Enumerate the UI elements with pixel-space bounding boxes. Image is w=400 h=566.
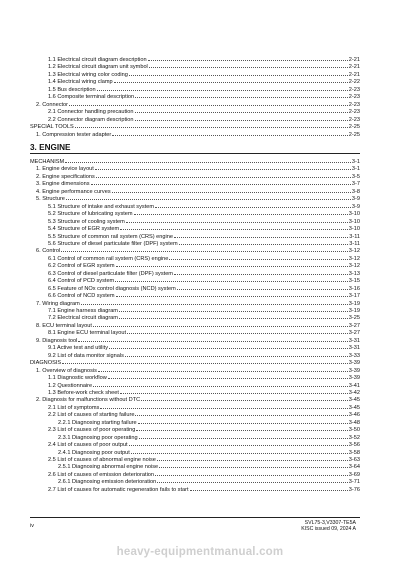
toc-entry [58,433,360,440]
chapter-rule [30,153,360,154]
toc-entry [36,366,360,373]
dot-leader [190,485,348,491]
toc-entry [48,351,360,358]
dot-leader [174,232,348,238]
toc-entry-label: 2. Engine specifications [36,173,95,180]
toc-entry-label: 9.2 List of data monitor signals [48,352,124,359]
toc-entry-page: 2-23 [348,109,360,116]
dot-leader [108,373,348,379]
toc-entry-page: 3-9 [351,196,360,203]
toc-entry-page: 3-76 [348,486,360,493]
toc-entry-label: 1.1 Diagnostic workflow [48,375,107,382]
toc-entry-label: 2.6.1 Diagnosing emission deterioration [58,479,157,486]
toc-entry-label: 5.2 Structure of lubricating system [48,211,133,218]
toc-entry-page: 2-21 [348,71,360,78]
dot-leader [155,202,351,208]
toc-entry-label: 6. Control [36,248,61,255]
dot-leader [65,157,351,163]
toc-entry-label: 2.4 List of causes of poor output [48,442,128,449]
toc-entry-page: 3-9 [351,203,360,210]
dot-leader [96,172,351,178]
watermark: heavy-equipmentmanual.com [116,546,284,558]
dot-leader [116,261,348,267]
toc-entry [58,418,360,425]
toc-entry-page: 3-5 [351,173,360,180]
toc-entry-label: 5.1 Structure of intake and exhaust system [48,203,155,210]
dot-leader [155,470,348,476]
toc-entry [36,164,360,171]
toc-entry [48,291,360,298]
toc-entry-label: 7.2 Electrical circuit diagram [48,315,118,322]
toc-entry [30,358,360,365]
dot-leader [112,130,348,136]
dot-leader [129,440,348,446]
toc-entry-label: 1.2 Questionnaire [48,382,93,389]
footer-doc-info [301,520,356,533]
dot-leader [126,217,348,223]
toc-entry-label: DIAGNOSIS [30,360,62,367]
toc-entry [48,232,360,239]
toc-entry-page: 3-63 [348,457,360,463]
toc-entry [48,328,360,335]
toc-entry-page: 3-19 [348,308,360,314]
toc-entry-page: 3-31 [348,345,360,352]
toc-entry-page: 3-58 [348,449,360,456]
toc-entry-label: 2.7 List of causes for automatic regeneration fails to start [48,486,189,493]
toc-entry-label: 1.2 Electrical circuit diagram unit symbol [48,64,148,71]
dot-leader [97,85,348,91]
toc-entry-page: 2-21 [348,64,360,71]
toc-entry-page: 2-23 [348,94,360,101]
toc-entry [30,157,360,164]
toc-entry-label: 3. Engine dimensions [36,181,90,188]
toc-entry [48,455,360,462]
toc-entry [48,403,360,410]
toc-entry-page: 3-11 [349,233,360,240]
toc-entry-label: 4. Engine performance curves [36,188,111,195]
toc-entry-page: 3-7 [351,181,360,188]
toc-entry-label: 2. Connector [36,101,69,108]
toc-entry-label: 1.4 Electrical wiring clamp [48,79,113,86]
toc-entry [48,381,360,388]
toc-entry-page: 3-10 [348,226,360,233]
toc-entry-label: 8.1 Engine ECU terminal layout [48,330,127,337]
toc-entry-page: 3-12 [348,248,360,255]
toc-entry-label: 2. Diagnosis for malfunctions without DTC [36,397,141,404]
toc-entry [48,269,360,276]
toc-entry [48,276,360,283]
toc-entry [36,172,360,179]
dot-leader [81,299,348,305]
toc-entry-label: 1. Overview of diagnosis [36,367,97,374]
toc-entry-page: 3-45 [348,404,360,411]
toc-entry-label: 5.3 Structure of cooling system [48,218,125,225]
dot-leader [136,425,347,431]
dot-leader [95,164,351,170]
toc-entry [48,77,360,84]
toc-entry-page: 3-11 [349,240,360,247]
toc-entry [48,55,360,62]
toc-entry [36,100,360,107]
toc-entry-label: 1.1 Electrical circuit diagram description [48,57,147,63]
toc-entry-page: 3-1 [351,159,360,165]
dot-leader [69,100,348,106]
dot-leader [177,284,348,290]
toc-entry-page: 3-52 [348,434,360,441]
toc-entry-label: 2.4.1 Diagnosing poor output [58,449,130,456]
dot-leader [62,358,348,364]
dot-leader [141,395,348,401]
dot-leader [127,328,348,334]
toc-entry-label: 5.4 Structure of EGR system [48,226,120,233]
dot-leader [98,366,348,372]
toc-entry [48,373,360,380]
toc-entry-label: 8. ECU terminal layout [36,322,92,329]
toc-entry-label: 1. Compression tester adapter [36,131,112,138]
toc-entry [30,122,360,129]
toc-entry-page: 3-33 [348,352,360,359]
toc-entry-page: 2-22 [348,79,360,86]
toc-entry-label: 6.3 Control of diesel particulate filter (DPF) system [48,270,173,277]
dot-leader [157,477,348,483]
dot-leader [131,448,348,454]
dot-leader [109,343,348,349]
toc-entry [36,321,360,328]
toc-entry [48,209,360,216]
dot-leader [78,336,347,342]
toc-entry-page: 3-1 [351,166,360,173]
toc-entry-label: 7. Wiring diagram [36,300,80,307]
toc-entry-label: 2.3 List of causes of poor operating [48,427,136,434]
toc-entry-page: 2-23 [348,86,360,93]
toc-entry-page: 3-12 [348,255,360,262]
toc-entry-page: 3-46 [348,412,360,419]
chapter-title: 3. ENGINE [30,143,71,152]
toc-entry-label: 9. Diagnosis tool [36,337,78,344]
toc-entry [36,336,360,343]
toc-entry [48,224,360,231]
toc-entry [36,299,360,306]
toc-entry-label: 6.4 Control of PCD system [48,278,115,285]
dot-leader [135,107,348,113]
dot-leader [148,55,348,61]
dot-leader [159,462,348,468]
toc-entry [48,343,360,350]
toc-entry-label: 2.6 List of causes of emission deterioration [48,471,155,478]
toc-entry-page: 3-12 [348,263,360,270]
toc-entry-label: 2.2 Connector diagram description [48,116,134,123]
toc-entry-label: 5.5 Structure of common rail system (CRS) engine [48,233,173,240]
toc-entry-page: 3-27 [348,322,360,329]
dot-leader [116,291,348,297]
dot-leader [169,254,347,260]
dot-leader [66,194,351,200]
toc-entry [36,395,360,402]
toc-entry-label: 2.5.1 Diagnosing abnormal engine noise [58,464,159,471]
dot-leader [91,179,351,185]
page-number: iv [30,523,34,529]
toc-entry [48,313,360,320]
toc-entry-page: 3-50 [348,427,360,434]
dot-leader [93,381,348,387]
dot-leader [149,62,348,68]
toc-entry-label: 7.1 Engine harness diagram [48,308,118,314]
toc-entry-label: 5.6 Structure of diesel particulate filter (DPF) system [48,240,178,247]
toc-entry-page: 2-25 [348,124,360,131]
toc-entry [48,425,360,432]
dot-leader [134,209,348,215]
toc-entry-page: 2-25 [348,131,360,138]
toc-entry-label: 2.1 List of symptoms [48,404,100,411]
toc-entry-label: 5. Structure [36,196,65,203]
toc-entry [48,284,360,291]
doc-code: SVL75-3,V3307-TE5A [304,520,356,526]
toc-entry [48,115,360,122]
toc-entry [48,410,360,417]
toc-entry-page: 3-48 [348,419,360,426]
dot-leader [93,321,348,327]
dot-leader [157,455,348,461]
toc-entry-label: 1. Engine device layout [36,166,94,173]
toc-entry-label: 1.3 Before-work check sheet [48,389,119,396]
toc-entry [36,179,360,186]
toc-entry [36,187,360,194]
toc-entry-label: 2.3.1 Diagnosing poor operating [58,434,138,441]
toc-entry-page: 3-13 [348,270,360,277]
toc-entry-label: SPECIAL TOOLS [30,124,74,131]
dot-leader [129,70,348,76]
toc-entry-label: 1.3 Electrical wiring color coding [48,71,128,78]
toc-entry-label: 6.2 Control of EGR system [48,263,115,270]
dot-leader [125,351,348,357]
toc-entry [48,254,360,261]
dot-leader [120,224,348,230]
toc-entry [48,217,360,224]
toc-entry-page: 2-21 [348,57,360,63]
toc-entry-page: 3-39 [348,367,360,374]
toc-entry [48,485,360,492]
toc-entry-page: 3-41 [348,382,360,389]
toc-entry-page: 3-15 [348,278,360,285]
dot-leader [119,306,348,312]
toc-entry [58,462,360,469]
toc-entry [48,440,360,447]
toc-entry-page: 3-39 [348,360,360,367]
toc-entry-label: 2.2 List of causes of starting failure [48,412,135,419]
toc-entry [48,70,360,77]
toc-entry [36,130,360,137]
dot-leader [120,388,348,394]
toc-entry-label: 9.1 Active test and utility [48,345,109,352]
dot-leader [119,313,348,319]
toc-entry [48,470,360,477]
toc-entry [58,448,360,455]
toc-entry-page: 3-25 [348,315,360,322]
toc-entry [48,388,360,395]
toc-entry-page: 3-10 [348,218,360,225]
toc-entry-page: 3-42 [348,389,360,396]
footer-rule [30,517,360,518]
dot-leader [174,269,348,275]
toc-entry-label: 2.5 List of causes of abnormal engine noise [48,457,156,463]
toc-entry-label: 2.1 Connector handling precaution [48,109,134,116]
toc-entry-page: 3-19 [348,300,360,307]
toc-entry-page: 2-23 [348,101,360,108]
toc-entry-page: 3-39 [348,375,360,382]
dot-leader [139,433,348,439]
toc-entry [48,62,360,69]
toc-entry [48,239,360,246]
toc-entry-page: 3-17 [348,293,360,300]
toc-entry [48,202,360,209]
toc-entry-page: 3-64 [348,464,360,471]
toc-entry [48,261,360,268]
toc-entry-page: 3-27 [348,330,360,337]
toc-entry [48,107,360,114]
toc-entry-page: 3-10 [348,211,360,218]
toc-entry-label: 6.5 Feature of NOx control diagnosis (NCD) system [48,285,176,292]
toc-entry-label: MECHANISM [30,159,65,165]
toc-entry-page: 2-23 [348,116,360,123]
toc-entry-label: 2.2.1 Diagnosing starting failure [58,419,137,426]
toc-entry-label: 6.1 Control of common rail system (CRS) engine [48,255,169,262]
dot-leader [114,77,348,83]
issue-date: KISC issued 09, 2024 A [301,526,356,533]
dot-leader [179,239,349,245]
toc-entry-page: 3-31 [348,337,360,344]
dot-leader [135,92,348,98]
dot-leader [138,418,348,424]
dot-leader [100,403,348,409]
dot-leader [135,410,347,416]
dot-leader [135,115,348,121]
toc-entry [48,92,360,99]
dot-leader [75,122,348,128]
toc-entry-page: 3-45 [348,397,360,404]
toc-entry-label: 1.5 Bus description [48,86,96,93]
toc-entry [48,85,360,92]
toc-entry-page: 3-71 [348,479,360,486]
toc-entry-page: 3-69 [348,471,360,478]
toc-entry [36,246,360,253]
toc-entry [58,477,360,484]
dot-leader [112,187,351,193]
toc-entry [48,306,360,313]
dot-leader [61,246,348,252]
toc-entry-page: 3-8 [351,188,360,195]
toc-entry-label: 1.6 Composite terminal description [48,94,135,101]
toc-entry-page: 3-56 [348,442,360,449]
toc-entry-page: 3-16 [348,285,360,292]
toc-entry [36,194,360,201]
toc-entry-label: 6.6 Control of NCD system [48,293,115,300]
dot-leader [115,276,348,282]
